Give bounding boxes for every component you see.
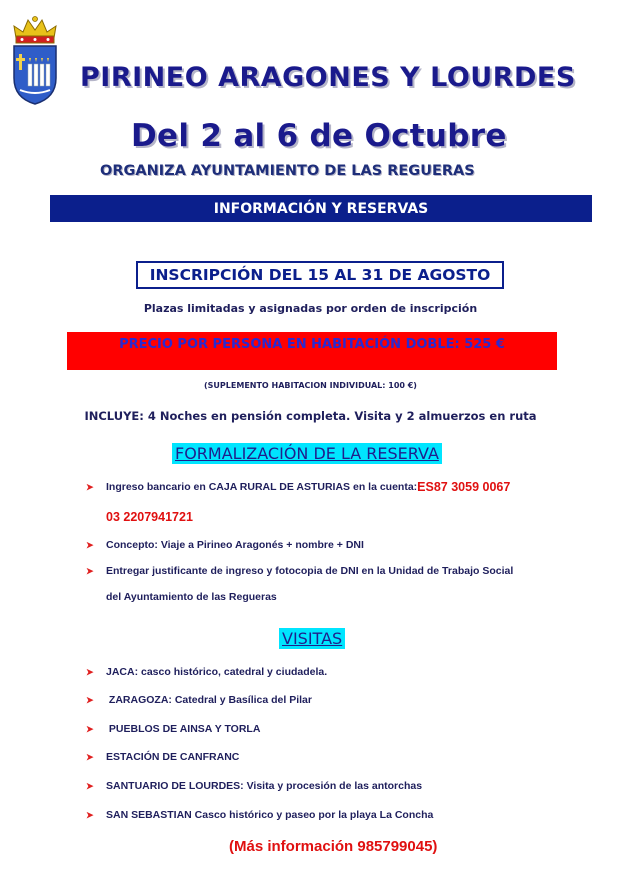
list-item bbox=[86, 723, 260, 735]
visit-item: JACA: casco histórico, catedral y ciudadela. bbox=[106, 666, 328, 678]
bank-account-continuation: 03 2207941721 bbox=[106, 510, 193, 524]
arrow-bullet-icon: ➤ bbox=[86, 565, 94, 576]
municipal-crest-icon bbox=[8, 16, 62, 106]
arrow-bullet-icon: ➤ bbox=[86, 723, 94, 734]
includes-line: INCLUYE: 4 Noches en pensión completa. Visita y 2 almuerzos en ruta bbox=[84, 409, 537, 423]
list-item bbox=[86, 694, 312, 706]
bank-account-number: ES87 3059 0067 bbox=[417, 480, 511, 494]
info-banner bbox=[50, 195, 592, 222]
visit-item: PUEBLOS DE AINSA Y TORLA bbox=[106, 723, 261, 735]
page-title: PIRINEO ARAGONES Y LOURDES bbox=[80, 62, 576, 93]
contact-info: (Más información 985799045) bbox=[229, 838, 438, 855]
registration-period-box bbox=[136, 261, 504, 289]
visit-item: ZARAGOZA: Catedral y Basílica del Pilar bbox=[106, 694, 312, 706]
arrow-bullet-icon: ➤ bbox=[86, 751, 94, 762]
single-room-supplement: (SUPLEMENTO HABITACION INDIVIDUAL: 100 €) bbox=[204, 381, 417, 390]
payment-concept-text: Concepto: Viaje a Pirineo Aragonés + nombre + DNI bbox=[106, 539, 364, 551]
arrow-bullet-icon: ➤ bbox=[86, 666, 94, 677]
limited-places-note: Plazas limitadas y asignadas por orden de inscripción bbox=[143, 302, 478, 315]
price-banner bbox=[67, 332, 557, 370]
list-item bbox=[86, 809, 433, 821]
arrow-bullet-icon: ➤ bbox=[86, 481, 94, 492]
organizer-line: ORGANIZA AYUNTAMIENTO DE LAS REGUERAS bbox=[100, 163, 475, 179]
bank-transfer-text: Ingreso bancario en CAJA RURAL DE ASTURIAS en la cuenta: bbox=[106, 481, 418, 493]
list-item bbox=[86, 565, 513, 577]
arrow-bullet-icon: ➤ bbox=[86, 539, 94, 550]
visits-heading: VISITAS bbox=[279, 628, 345, 649]
arrow-bullet-icon: ➤ bbox=[86, 809, 94, 820]
list-item bbox=[86, 666, 327, 678]
visit-item: SAN SEBASTIAN Casco histórico y paseo por la playa La Concha bbox=[106, 809, 434, 821]
list-item bbox=[86, 780, 422, 792]
formalization-heading: FORMALIZACIÓN DE LA RESERVA bbox=[172, 443, 442, 464]
trip-dates: Del 2 al 6 de Octubre bbox=[131, 118, 507, 154]
deliver-documents-text: Entregar justificante de ingreso y fotocopia de DNI en la Unidad de Trabajo Social bbox=[106, 565, 514, 577]
price-label: PRECIO POR PERSONA EN HABITACIÓN DOBLE: 525 € bbox=[119, 337, 505, 352]
arrow-bullet-icon: ➤ bbox=[86, 694, 94, 705]
visit-item: ESTACIÓN DE CANFRANC bbox=[106, 751, 240, 763]
visit-item: SANTUARIO DE LOURDES: Visita y procesión de las antorchas bbox=[106, 780, 423, 792]
list-item bbox=[86, 480, 510, 494]
list-item bbox=[86, 539, 364, 551]
list-item bbox=[86, 751, 239, 763]
arrow-bullet-icon: ➤ bbox=[86, 780, 94, 791]
deliver-documents-continuation: del Ayuntamiento de las Regueras bbox=[106, 591, 277, 603]
registration-period-label: INSCRIPCIÓN DEL 15 AL 31 DE AGOSTO bbox=[149, 266, 491, 284]
info-banner-label: INFORMACIÓN Y RESERVAS bbox=[213, 200, 429, 217]
